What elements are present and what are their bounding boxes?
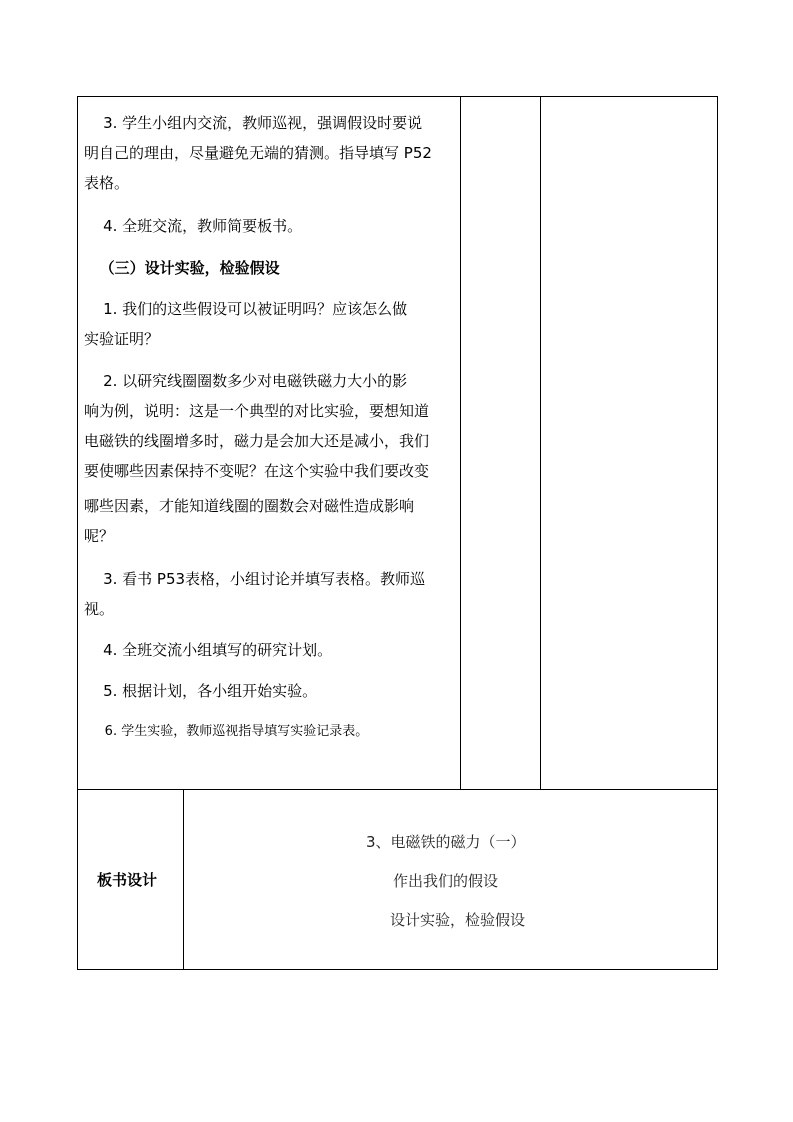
paragraph-q2-line6: 呢？	[84, 527, 115, 545]
paragraph-step4b: 4. 全班交流小组填写的研究计划。	[103, 641, 333, 659]
paragraph-q1-line1: 1. 我们的这些假设可以被证明吗？应该怎么做	[103, 300, 408, 318]
paragraph-q2-line1: 2. 以研究线圈圈数多少对电磁铁磁力大小的影	[103, 372, 408, 390]
table-right-border	[717, 96, 718, 970]
paragraph-step3b-line1: 3. 看书 P53表格，小组讨论并填写表格。教师巡	[103, 570, 426, 588]
row-divider	[77, 789, 718, 790]
table-bottom-border	[77, 969, 718, 970]
paragraph-step6: 6. 学生实验，教师巡视指导填写实验记录表。	[104, 724, 369, 739]
board-line-experiment: 设计实验，检验假设	[390, 911, 526, 929]
paragraph-q1-line2: 实验证明？	[84, 330, 160, 348]
column-divider-1	[460, 96, 461, 790]
board-label-divider	[183, 789, 184, 970]
paragraph-step3-line1: 3. 学生小组内交流，教师巡视，强调假设时要说	[103, 114, 423, 132]
board-line-hypothesis: 作出我们的假设	[393, 872, 499, 890]
board-design-label: 板书设计	[97, 871, 158, 889]
table-top-border	[77, 96, 718, 97]
table-left-border	[77, 96, 78, 970]
paragraph-step3-line3: 表格。	[84, 174, 130, 192]
paragraph-step3-line2: 明自己的理由，尽量避免无端的猜测。指导填写 P52	[84, 144, 432, 162]
paragraph-q2-line3: 电磁铁的线圈增多时，磁力是会加大还是减小，我们	[84, 432, 430, 450]
paragraph-q2-line4: 要使哪些因素保持不变呢？在这个实验中我们要改变	[84, 462, 430, 480]
column-divider-2	[540, 96, 541, 790]
paragraph-step3b-line2: 视。	[84, 600, 115, 618]
paragraph-step5: 5. 根据计划，各小组开始实验。	[103, 682, 318, 700]
board-line-title: 3、电磁铁的磁力（一）	[366, 833, 526, 851]
paragraph-step4: 4. 全班交流，教师简要板书。	[103, 217, 303, 235]
paragraph-q2-line2: 响为例，说明：这是一个典型的对比实验，要想知道	[84, 402, 430, 420]
section-heading-design-experiment: （三）设计实验，检验假设	[99, 259, 280, 277]
paragraph-q2-line5: 哪些因素，才能知道线圈的圈数会对磁性造成影响	[84, 497, 415, 515]
